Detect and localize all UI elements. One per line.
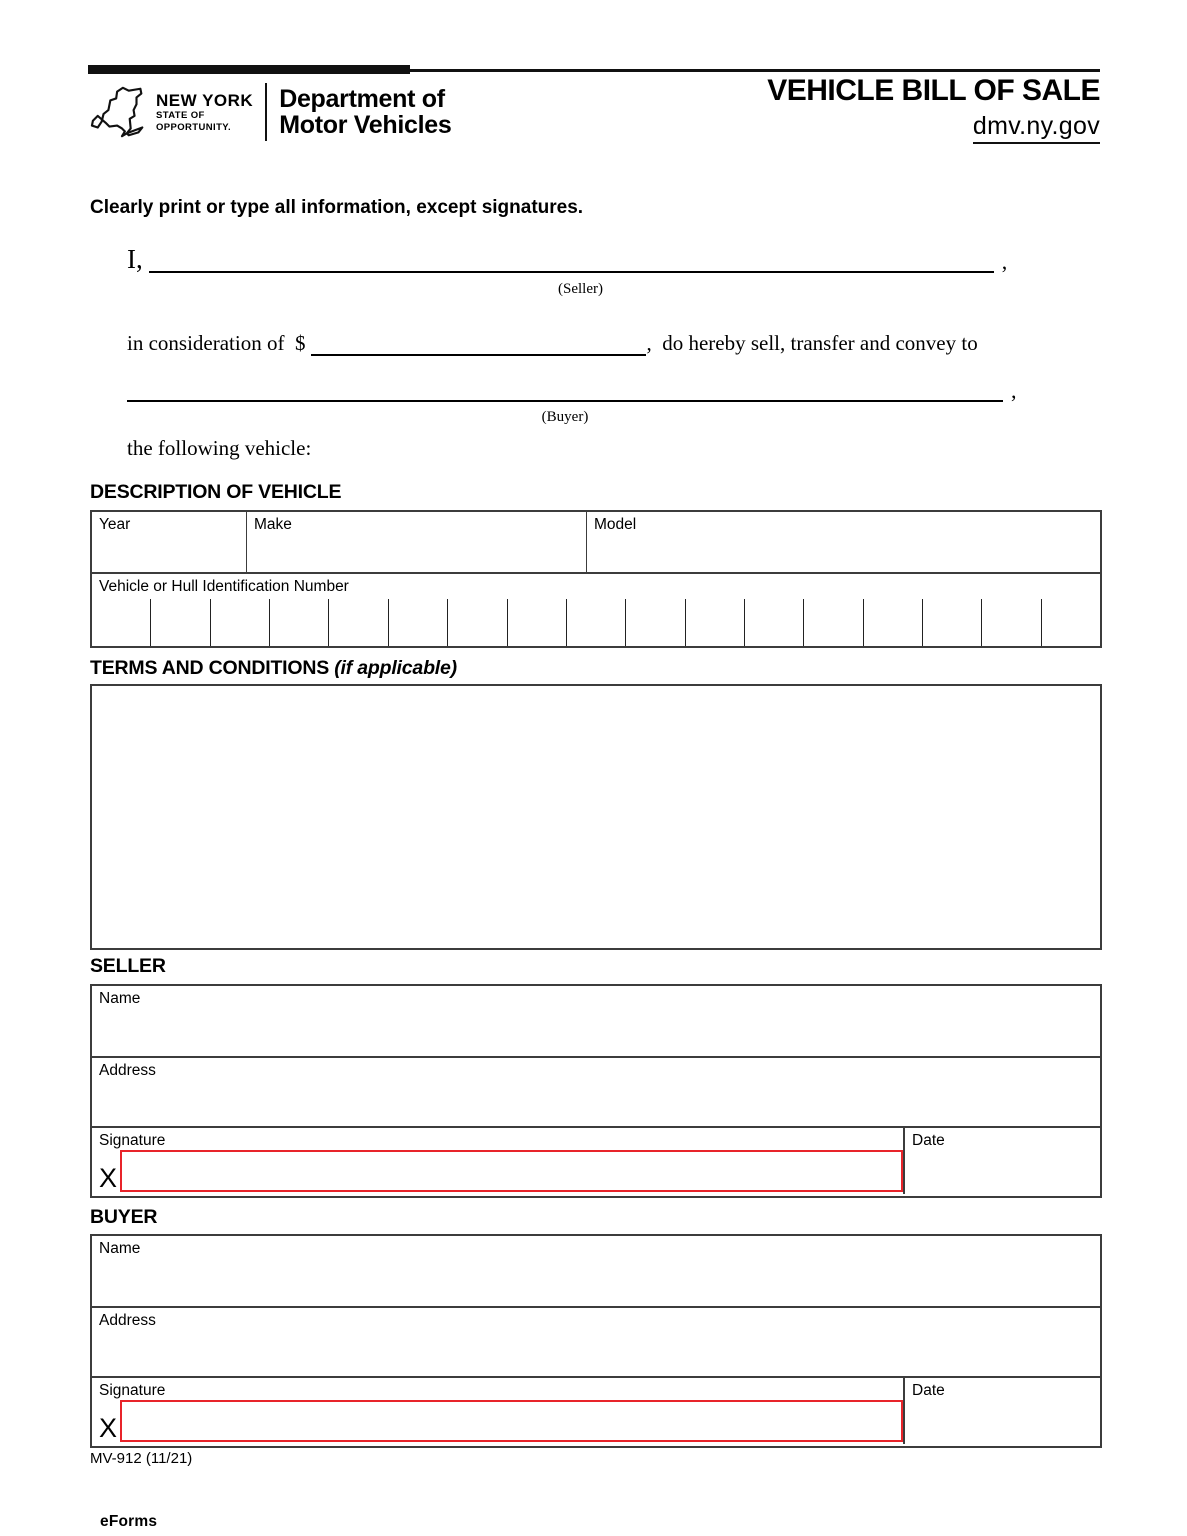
form-instruction: Clearly print or type all information, except signatures.: [90, 197, 584, 218]
buyer-signature-x: X: [99, 1413, 118, 1443]
vin-cell[interactable]: [270, 599, 329, 646]
vin-cell[interactable]: [1042, 599, 1100, 646]
terms-heading-note: (if applicable): [334, 657, 457, 679]
terms-heading-text: TERMS AND CONDITIONS: [90, 657, 335, 679]
buyer-signature-field[interactable]: [120, 1400, 903, 1442]
seller-name-label: Name: [99, 990, 141, 1007]
seller-signature-row: [92, 1128, 1100, 1194]
page-title: VEHICLE BILL OF SALE: [767, 74, 1100, 107]
logo-tagline-1: STATE OF: [156, 110, 205, 121]
consideration-suffix: , do hereby sell, transfer and convey to: [646, 330, 978, 355]
vehicle-section-heading: DESCRIPTION OF VEHICLE: [90, 481, 342, 503]
seller-signature-label: Signature: [99, 1132, 166, 1149]
buyer-date-cell[interactable]: [905, 1378, 1100, 1444]
vin-cell[interactable]: [151, 599, 210, 646]
following-vehicle-text: the following vehicle:: [127, 436, 312, 460]
make-label: Make: [254, 516, 292, 533]
i-prefix: I,: [127, 244, 143, 274]
vin-cell[interactable]: [982, 599, 1041, 646]
seller-name-cell[interactable]: [92, 986, 1100, 1058]
buyer-signature-cell: [92, 1378, 905, 1444]
logo-wordmark: [156, 92, 253, 132]
buyer-section-heading: BUYER: [90, 1206, 158, 1228]
consideration-amount-field[interactable]: [311, 330, 646, 356]
vin-cell[interactable]: [92, 599, 151, 646]
seller-address-cell[interactable]: [92, 1058, 1100, 1128]
form-number: MV-912 (11/21): [90, 1450, 193, 1467]
nydmv-logo: [90, 82, 451, 142]
buyer-signature-row: [92, 1378, 1100, 1444]
buyer-address-label: Address: [99, 1312, 156, 1329]
buyer-signature-label: Signature: [99, 1382, 166, 1399]
buyer-table: [90, 1234, 1102, 1448]
vin-cell[interactable]: [389, 599, 448, 646]
vin-cell[interactable]: [923, 599, 982, 646]
buyer-name-cell[interactable]: [92, 1236, 1100, 1308]
seller-section-heading: SELLER: [90, 955, 166, 977]
vin-cells: [92, 599, 1100, 646]
seller-line-comma: ,: [1001, 249, 1008, 274]
logo-tagline-2: OPPORTUNITY.: [156, 121, 232, 133]
vin-cell[interactable]: [567, 599, 626, 646]
vin-row: [92, 574, 1100, 646]
seller-table: [90, 984, 1102, 1198]
year-cell[interactable]: [92, 512, 247, 572]
seller-date-cell[interactable]: [905, 1128, 1100, 1194]
model-cell[interactable]: [587, 512, 1100, 572]
buyer-line-comma: ,: [1011, 378, 1017, 403]
buyer-name-field[interactable]: [127, 372, 1003, 402]
vehicle-description-table: [90, 510, 1102, 648]
terms-and-conditions-box[interactable]: [90, 684, 1102, 950]
vin-cell[interactable]: [686, 599, 745, 646]
seller-signature-cell: [92, 1128, 905, 1194]
department-line-1: Department of: [279, 84, 445, 113]
buyer-statement-row: [127, 372, 1017, 402]
logo-state-name: NEW YORK: [156, 91, 254, 110]
seller-date-label: Date: [912, 1132, 945, 1149]
buyer-caption: (Buyer): [541, 409, 589, 425]
terms-section-heading: [90, 657, 457, 680]
eforms-brand: eForms: [100, 1513, 158, 1530]
buyer-address-cell[interactable]: [92, 1308, 1100, 1378]
seller-caption: (Seller): [558, 281, 603, 297]
buyer-name-label: Name: [99, 1240, 141, 1257]
title-block: [767, 74, 1100, 144]
vin-cell[interactable]: [864, 599, 923, 646]
vin-cell[interactable]: [745, 599, 804, 646]
vin-cell[interactable]: [448, 599, 507, 646]
vin-cell[interactable]: [211, 599, 270, 646]
seller-statement-row: [127, 243, 1022, 273]
vin-cell[interactable]: [804, 599, 863, 646]
model-label: Model: [594, 516, 637, 533]
year-label: Year: [99, 516, 131, 533]
consideration-row: [127, 330, 1027, 356]
vin-cell[interactable]: [329, 599, 388, 646]
logo-divider: [265, 83, 267, 141]
seller-address-label: Address: [99, 1062, 156, 1079]
seller-name-field[interactable]: [149, 243, 994, 273]
vin-cell[interactable]: [626, 599, 685, 646]
seller-signature-x: X: [99, 1163, 118, 1193]
department-line-2: Motor Vehicles: [279, 111, 452, 139]
vehicle-table-row-1: [92, 512, 1100, 574]
new-york-state-icon: [90, 82, 152, 142]
consideration-prefix: in consideration of $: [127, 330, 306, 355]
dmv-website-link[interactable]: dmv.ny.gov: [973, 112, 1100, 144]
make-cell[interactable]: [247, 512, 587, 572]
buyer-date-label: Date: [912, 1382, 945, 1399]
department-name: [279, 86, 451, 139]
header-rule-thick: [88, 65, 410, 74]
seller-signature-field[interactable]: [120, 1150, 903, 1192]
vin-cell[interactable]: [508, 599, 567, 646]
vin-label: Vehicle or Hull Identification Number: [99, 578, 349, 595]
